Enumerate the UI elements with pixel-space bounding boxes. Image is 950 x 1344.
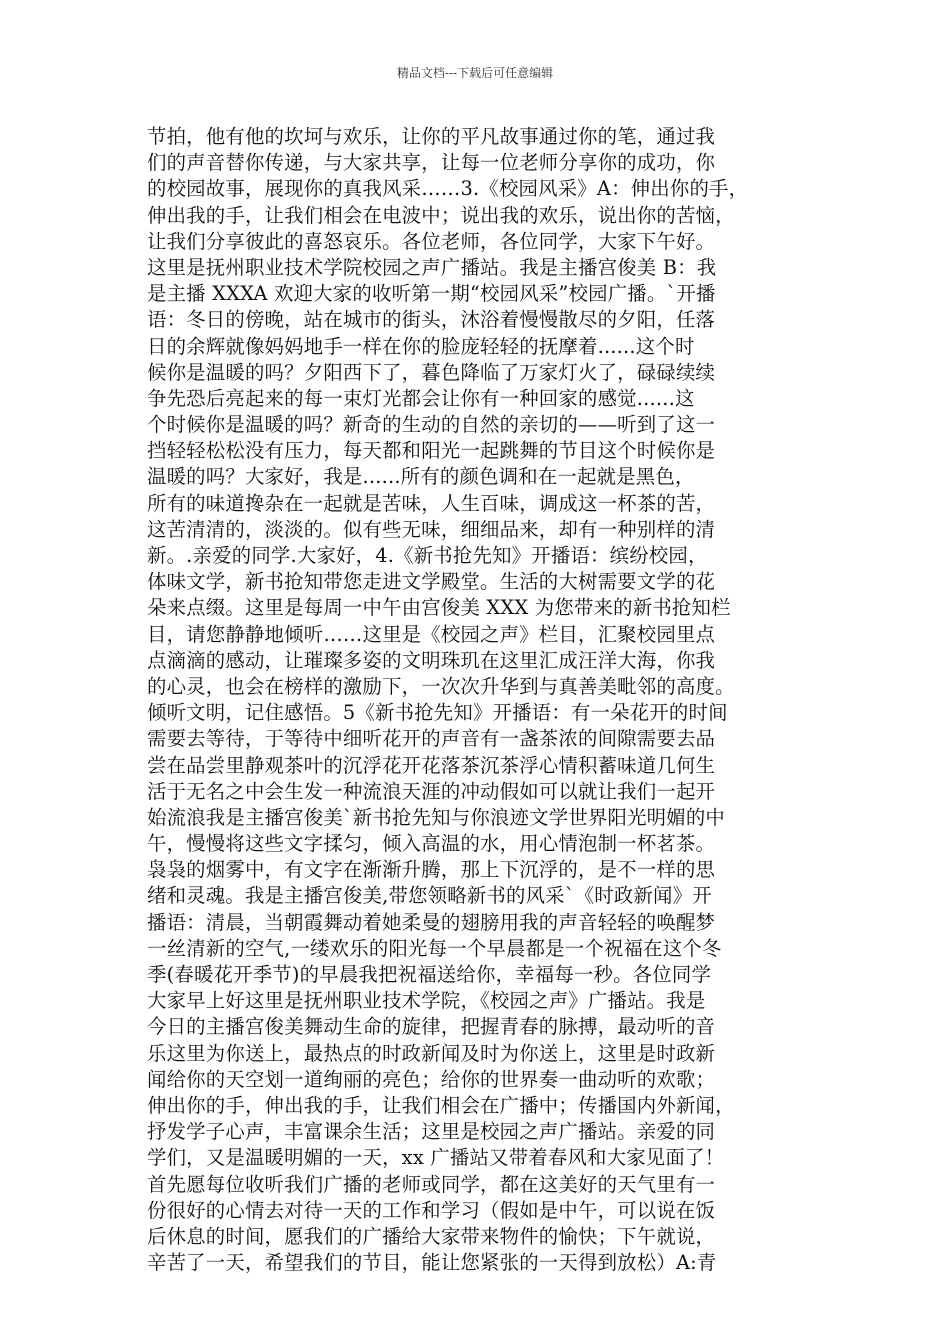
text-line: 是主播 XXXA 欢迎大家的收听第一期“校园风采”校园广播。`开播 [147,282,716,306]
text-line: 抒发学子心声，丰富课余生活；这里是校园之声广播站。亲爱的同 [147,1120,716,1144]
text-line: 的心灵，也会在榜样的激励下，一次次升华到与真善美毗邻的高度。 [147,674,735,698]
text-line: 候你是温暖的吗？夕阳西下了，暮色降临了万家灯火了，碌碌续续 [147,360,716,384]
text-line: 体味文学，新书抢知带您走进文学殿堂。生活的大树需要文学的花 [147,570,716,594]
text-line: 袅袅的烟雾中，有文字在渐渐升腾，那上下沉浮的，是不一样的思 [147,858,716,882]
text-line: 语：冬日的傍晚，站在城市的街头，沐浴着慢慢散尽的夕阳，任落 [147,308,716,332]
text-line: 这里是抚州职业技术学院校园之声广播站。我是主播宫俊美 B：我 [147,255,717,279]
text-line: 午，慢慢将这些文字揉匀，倾入高温的水，用心情泡制一杯茗茶。 [147,832,716,856]
text-line: 今日的主播宫俊美舞动生命的旋律，把握青春的脉搏，最动听的音 [147,1015,716,1039]
text-line: 后休息的时间，愿我们的广播给大家带来物件的愉快；下午就说， [147,1224,716,1248]
text-line: 伸出你的手，伸出我的手，让我们相会在广播中；传播国内外新闻， [147,1093,735,1117]
text-line: 需要去等待，于等待中细听花开的声音有一盏茶浓的间隙需要去品 [147,727,716,751]
text-line: 的校园故事，展现你的真我风采……3.《校园风采》A：伸出你的手， [147,177,749,201]
text-line: 首先愿每位收听我们广播的老师或同学，都在这美好的天气里有一 [147,1172,716,1196]
text-line: 播语：清晨，当朝霞舞动着她柔曼的翅膀用我的声音轻轻的唤醒梦 [147,910,716,934]
text-line: 乐这里为你送上，最热点的时政新闻及时为你送上，这里是时政新 [147,1041,716,1065]
text-line: 温暖的吗？大家好，我是......所有的颜色调和在一起就是黑色， [147,465,695,489]
document-body [147,124,827,1276]
text-line: 倾听文明，记住感悟。5《新书抢先知》开播语：有一朵花开的时间 [147,701,728,725]
text-line: 目，请您静静地倾听……这里是《校园之声》栏目，汇聚校园里点 [147,622,716,646]
text-line: 争先恐后亮起来的每一束灯光都会让你有一种回家的感觉......这 [147,386,695,410]
text-line: 伸出我的手，让我们相会在电波中；说出我的欢乐，说出你的苦恼， [147,203,735,227]
text-line: 闻给你的天空划一道绚丽的亮色；给你的世界奏一曲动听的欢歌； [147,1067,716,1091]
text-line: 学们，又是温暖明媚的一天，xx 广播站又带着春风和大家见面了！ [147,1146,725,1170]
text-line: 挡轻轻松松没有压力，每天都和阳光一起跳舞的节目这个时候你是 [147,439,716,463]
text-line: 这苦清清的，淡淡的。似有些无味，细细品来，却有一种别样的清 [147,517,716,541]
text-line: 辛苦了一天，希望我们的节目，能让您紧张的一天得到放松）A:青 [147,1251,717,1275]
text-line: 一丝清新的空气,一缕欢乐的阳光每一个早晨都是一个祝福在这个冬 [147,936,722,960]
text-line: 份很好的心情去对待一天的工作和学习（假如是中午，可以说在饭 [147,1198,716,1222]
text-line: 朵来点缀。这里是每周一中午由宫俊美 XXX 为您带来的新书抢知栏 [147,596,731,620]
text-line: 点滴滴的感动，让璀璨多姿的文明珠玑在这里汇成汪洋大海，你我 [147,648,716,672]
text-line: 们的声音替你传递，与大家共享，让每一位老师分享你的成功，你 [147,151,716,175]
text-line: 新。.亲爱的同学.大家好，4.《新书抢先知》开播语：缤纷校园， [147,544,708,567]
text-line: 大家早上好这里是抚州职业技术学院，《校园之声》广播站。我是 [147,989,706,1013]
text-line: 日的余辉就像妈妈地手一样在你的脸庞轻轻的抚摩着......这个时 [147,334,695,358]
text-line: 始流浪我是主播宫俊美`新书抢先知与你浪迹文学世界阳光明媚的中 [147,805,726,829]
text-line: 让我们分享彼此的喜怒哀乐。各位老师，各位同学，大家下午好。 [147,229,716,253]
text-line: 活于无名之中会生发一种流浪天涯的冲动假如可以就让我们一起开 [147,779,716,803]
text-line: 节拍，他有他的坎坷与欢乐，让你的平凡故事通过你的笔，通过我 [147,125,716,148]
text-line: 尝在品尝里静观茶叶的沉浮花开花落茶沉茶浮心情积蓄味道几何生 [147,753,716,777]
text-line: 个时候你是温暖的吗？新奇的生动的自然的亲切的——听到了这一 [147,413,716,437]
page-header: 精品文档---下载后可任意编辑 [396,66,554,80]
text-line: 所有的味道搀杂在一起就是苦味，人生百味，调成这一杯茶的苦， [147,491,716,515]
text-line: 绪和灵魂。我是主播宫俊美,带您领略新书的风采`《时政新闻》开 [147,884,712,908]
text-line: 季(春暖花开季节)的早晨我把祝福送给你，幸福每一秒。各位同学 [147,963,712,986]
